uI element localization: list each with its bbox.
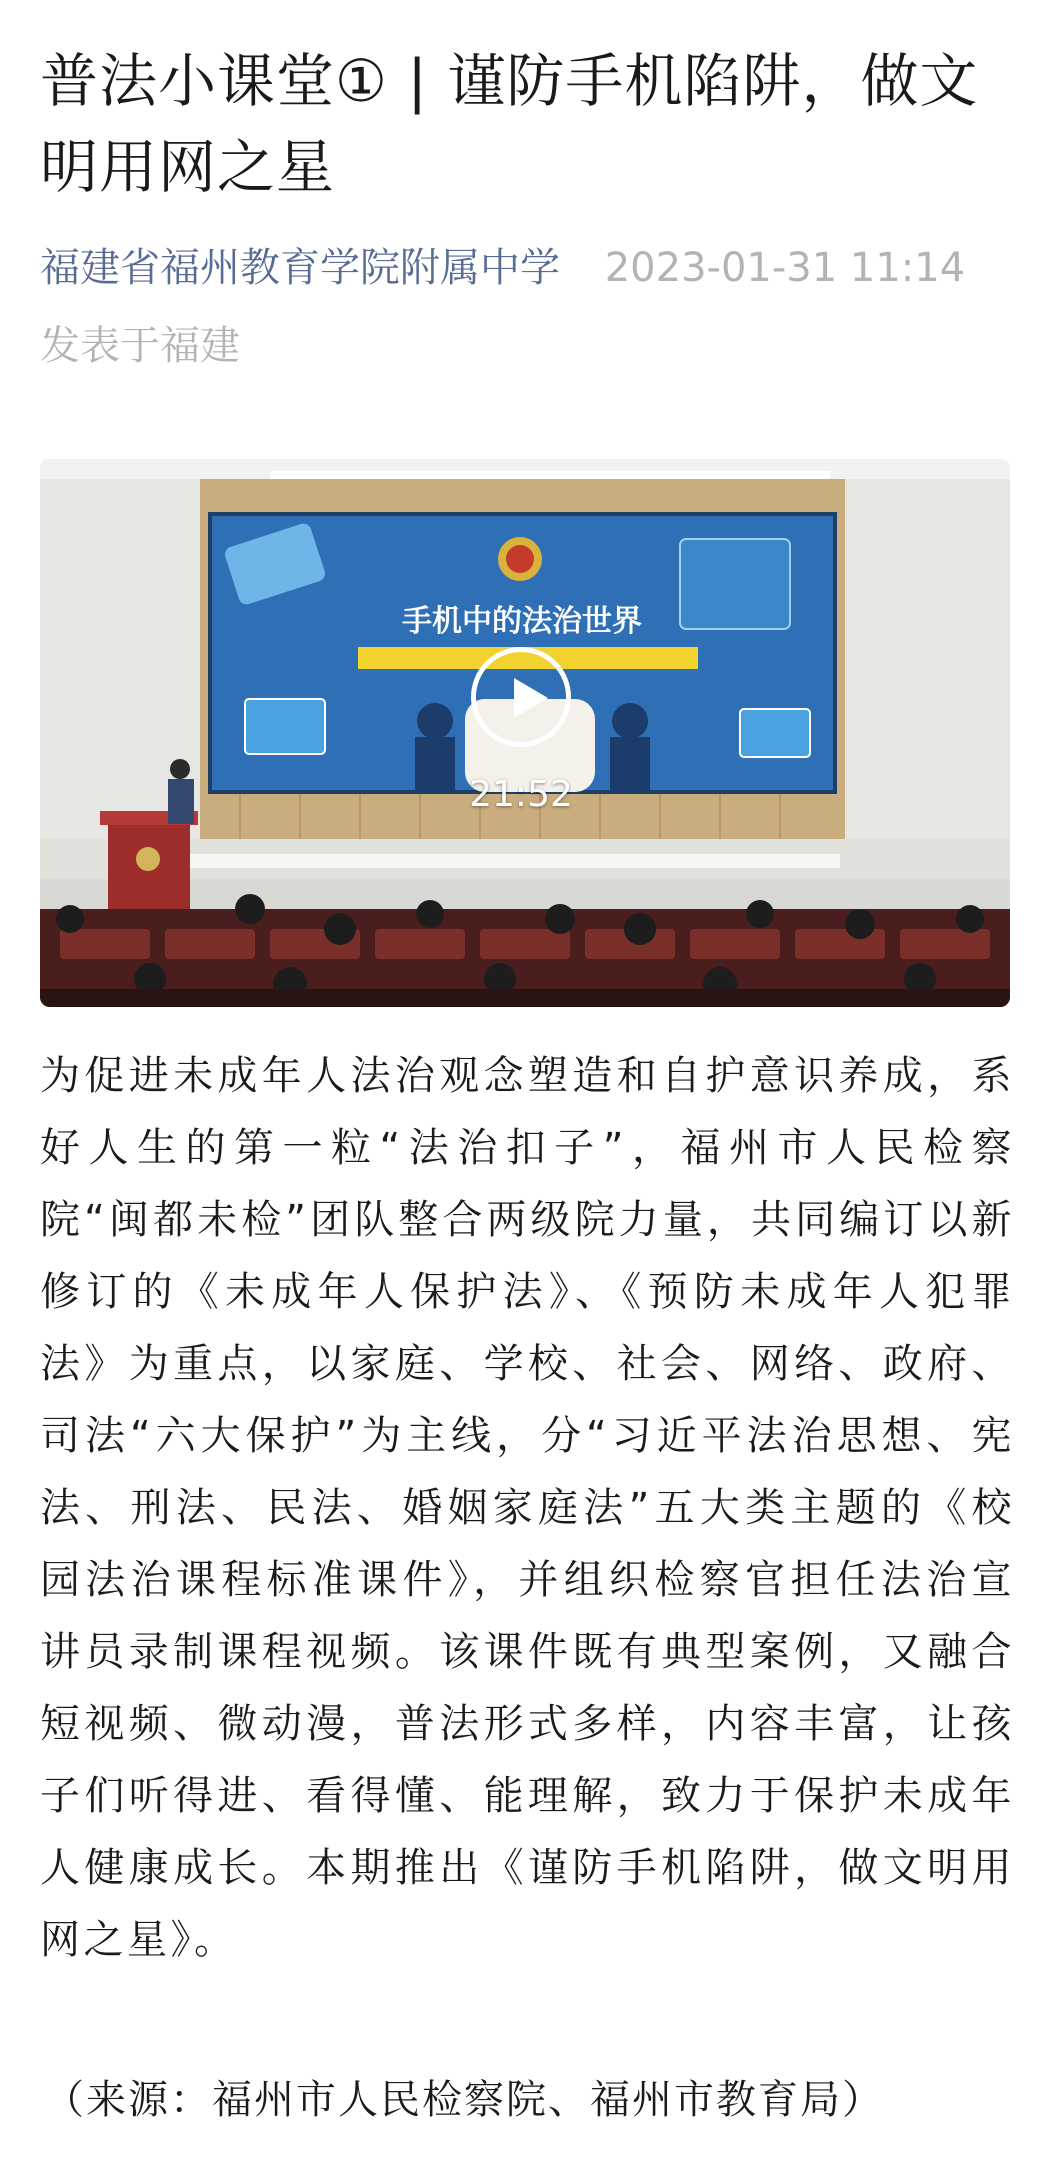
article-meta — [40, 238, 1010, 298]
account-name-link[interactable]: 福建省福州教育学院附属中学 — [40, 245, 560, 291]
video-duration: 21:52 — [469, 774, 573, 815]
play-icon[interactable] — [471, 647, 571, 747]
article-title: 普法小课堂① | 谨防手机陷阱，做文明用网之星 — [40, 47, 979, 201]
video-player[interactable] — [40, 459, 1010, 1007]
publish-time: 2023-01-31 11:14 — [604, 245, 966, 291]
article-source: （来源：福州市人民检察院、福州市教育局） — [44, 2077, 884, 2123]
publish-location: 发表于福建 — [40, 323, 240, 369]
article-paragraph: 为促进未成年人法治观念塑造和自护意识养成，系好人生的第一粒“法治扣子”，福州市人民检察院“闽都未检”团队整合两级院力量，共同编订以新修订的《未成年人保护法》、《预防未成年人犯罪法》为重点，以家庭、学校、社会、网络、政府、司法“六大保护”为主线，分“习近平法治思想、宪法、刑法、民法、婚姻家庭法”五大类主题的《校园法治课程标准课件》，并组织检察官担任法治宣讲员录制课程视频。该课件既有典型案例，又融合短视频、微动漫，普法形式多样，内容丰富，让孩子们听得进、看得懂、能理解，致力于保护未成年人健康成长。本期推出《谨防手机陷阱，做文明用网之星》。 — [40, 1053, 1015, 1963]
screen-headline: 手机中的法治世界 — [402, 604, 642, 639]
